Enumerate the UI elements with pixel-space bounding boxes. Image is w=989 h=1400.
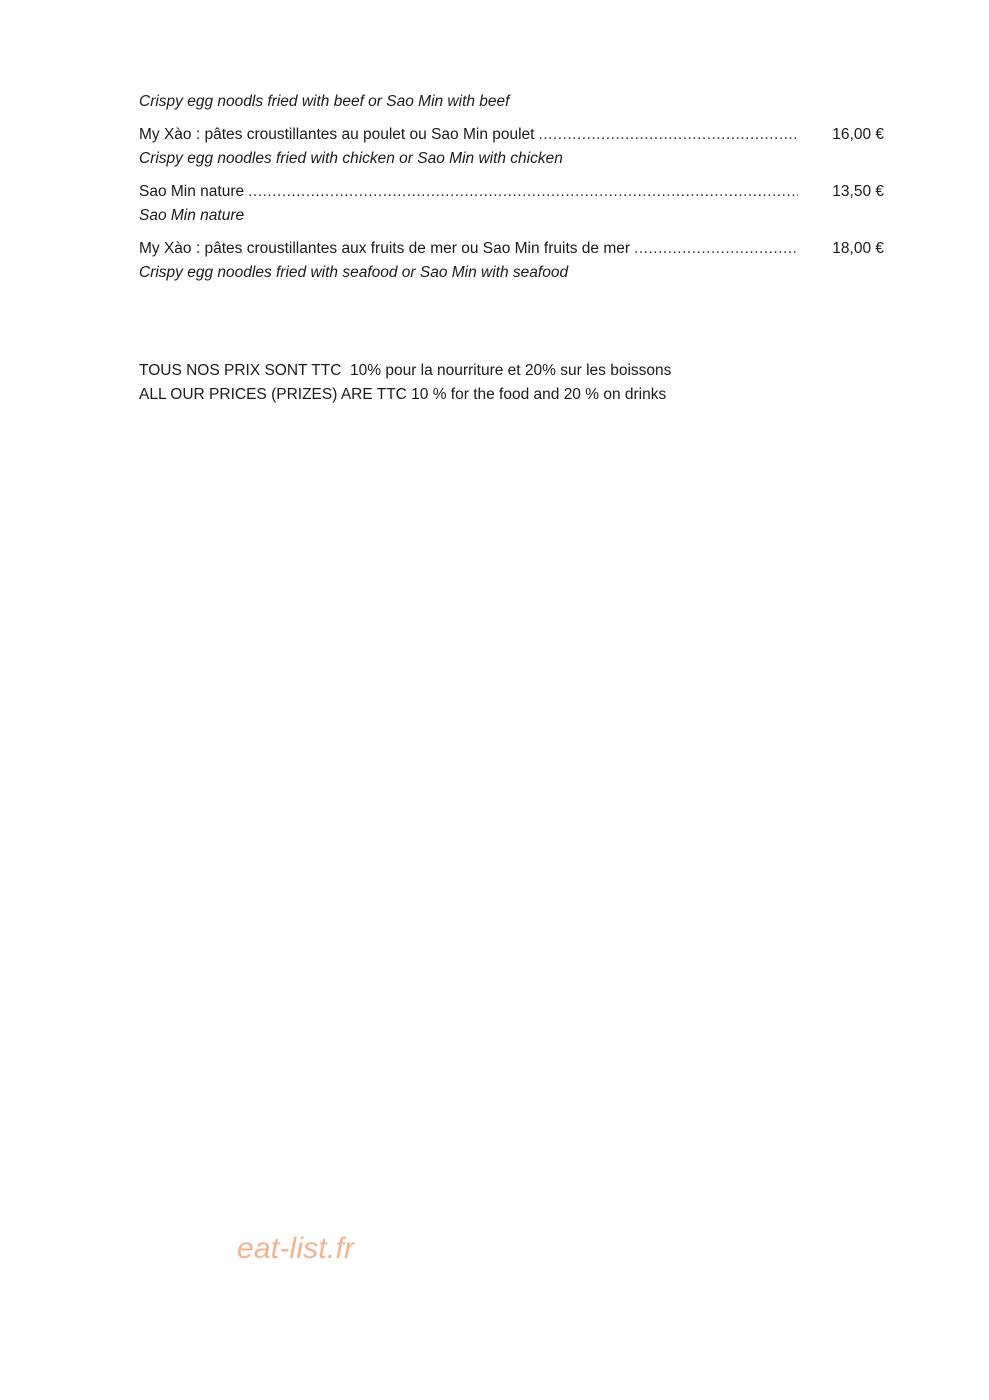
menu-item-row: [139, 237, 884, 261]
menu-item: [139, 180, 884, 228]
leader-dots: [248, 180, 798, 204]
leader-dots: [634, 237, 798, 261]
menu-content: [139, 90, 884, 294]
menu-item-price: 16,00 €: [832, 126, 884, 143]
price-notes: [139, 359, 671, 407]
menu-item-name: My Xào : pâtes croustillantes aux fruits de mer ou Sao Min fruits de mer: [139, 240, 631, 257]
menu-item-price: 18,00 €: [832, 240, 884, 257]
menu-item-name: Sao Min nature: [139, 183, 245, 200]
menu-item-price: 13,50 €: [832, 183, 884, 200]
menu-item-translation: Crispy egg noodles fried with seafood or Sao Min with seafood: [139, 264, 569, 281]
menu-item-row: [139, 123, 884, 147]
menu-item: [139, 237, 884, 285]
price-note-fr: TOUS NOS PRIX SONT TTC 10% pour la nourriture et 20% sur les boissons: [139, 362, 672, 379]
menu-item-translation: Crispy egg noodles fried with chicken or Sao Min with chicken: [139, 150, 563, 167]
leader-dots: [539, 123, 799, 147]
menu-item-translation: Sao Min nature: [139, 207, 245, 224]
menu-item: [139, 123, 884, 171]
menu-item-row: [139, 180, 884, 204]
continued-item-translation: Crispy egg noodls fried with beef or Sao Min with beef: [139, 93, 510, 110]
price-note-en: ALL OUR PRICES (PRIZES) ARE TTC 10 % for the food and 20 % on drinks: [139, 386, 667, 403]
watermark-logo: eat-list.fr: [237, 1232, 355, 1265]
menu-item-name: My Xào : pâtes croustillantes au poulet ou Sao Min poulet: [139, 126, 535, 143]
